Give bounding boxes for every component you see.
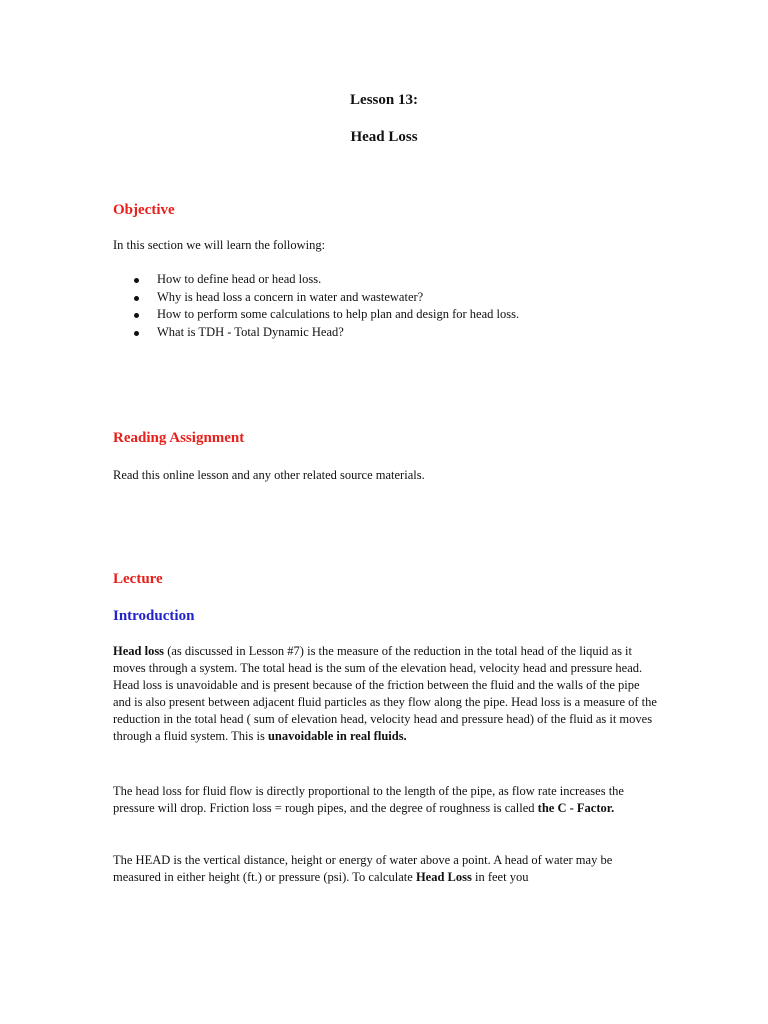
bullet-icon <box>134 296 139 301</box>
lesson-title: Head Loss <box>350 129 418 145</box>
reading-heading: Reading Assignment <box>113 430 245 446</box>
bold-text: Head Loss <box>415 870 472 884</box>
list-item <box>113 306 519 324</box>
list-item <box>113 289 519 307</box>
objective-list <box>113 271 519 341</box>
objective-heading: Objective <box>113 202 175 218</box>
objective-intro: In this section we will learn the following: <box>113 238 326 252</box>
paragraph-head <box>113 852 658 886</box>
paragraph-friction <box>113 783 658 817</box>
list-item-text: How to perform some calculations to help plan and design for head loss. <box>157 307 520 321</box>
list-item-text: How to define head or head loss. <box>157 272 322 286</box>
lecture-heading: Lecture <box>113 571 163 587</box>
bullet-icon <box>134 278 139 283</box>
list-item <box>113 324 519 342</box>
paragraph-head-loss <box>113 643 658 745</box>
lesson-number: Lesson 13: <box>350 92 418 108</box>
list-item-text: Why is head loss a concern in water and wastewater? <box>157 289 424 304</box>
bullet-icon <box>134 313 139 318</box>
bold-text: Head loss <box>113 644 165 658</box>
paragraph-text: The HEAD is the vertical distance, height or energy of water above a point. A head of water may be measured in either height (ft.) or pressure (psi). To calculate <box>113 853 613 884</box>
paragraph-text: The head loss for fluid flow is directly proportional to the length of the pipe, as flow rate increases the pressure will drop. Friction loss = rough pipes, and the degree of roughness is called <box>113 784 624 815</box>
bold-text: the C - Factor. <box>537 801 615 815</box>
introduction-heading: Introduction <box>113 608 195 624</box>
bold-text: unavoidable in real fluids. <box>267 729 407 743</box>
list-item-text: What is TDH - Total Dynamic Head? <box>157 324 344 339</box>
paragraph-text: in feet you <box>471 870 529 884</box>
list-item <box>113 271 519 289</box>
paragraph-text: (as discussed in Lesson #7) is the measure of the reduction in the total head of the liquid as it moves through a system. The total head is the sum of the elevation head, velocity head and pressure head. Head loss is unavoidable and is present because of the friction between the fluid and the walls of the pipe and is also present between adjacent fluid particles as they flow along the pipe. Head loss is a measure of the reduction in the total head ( sum of elevation head, velocity head and pressure head) of the fluid as it moves through a fluid system. This is <box>113 644 657 743</box>
reading-text: Read this online lesson and any other related source materials. <box>113 468 425 482</box>
bullet-icon <box>134 331 139 336</box>
